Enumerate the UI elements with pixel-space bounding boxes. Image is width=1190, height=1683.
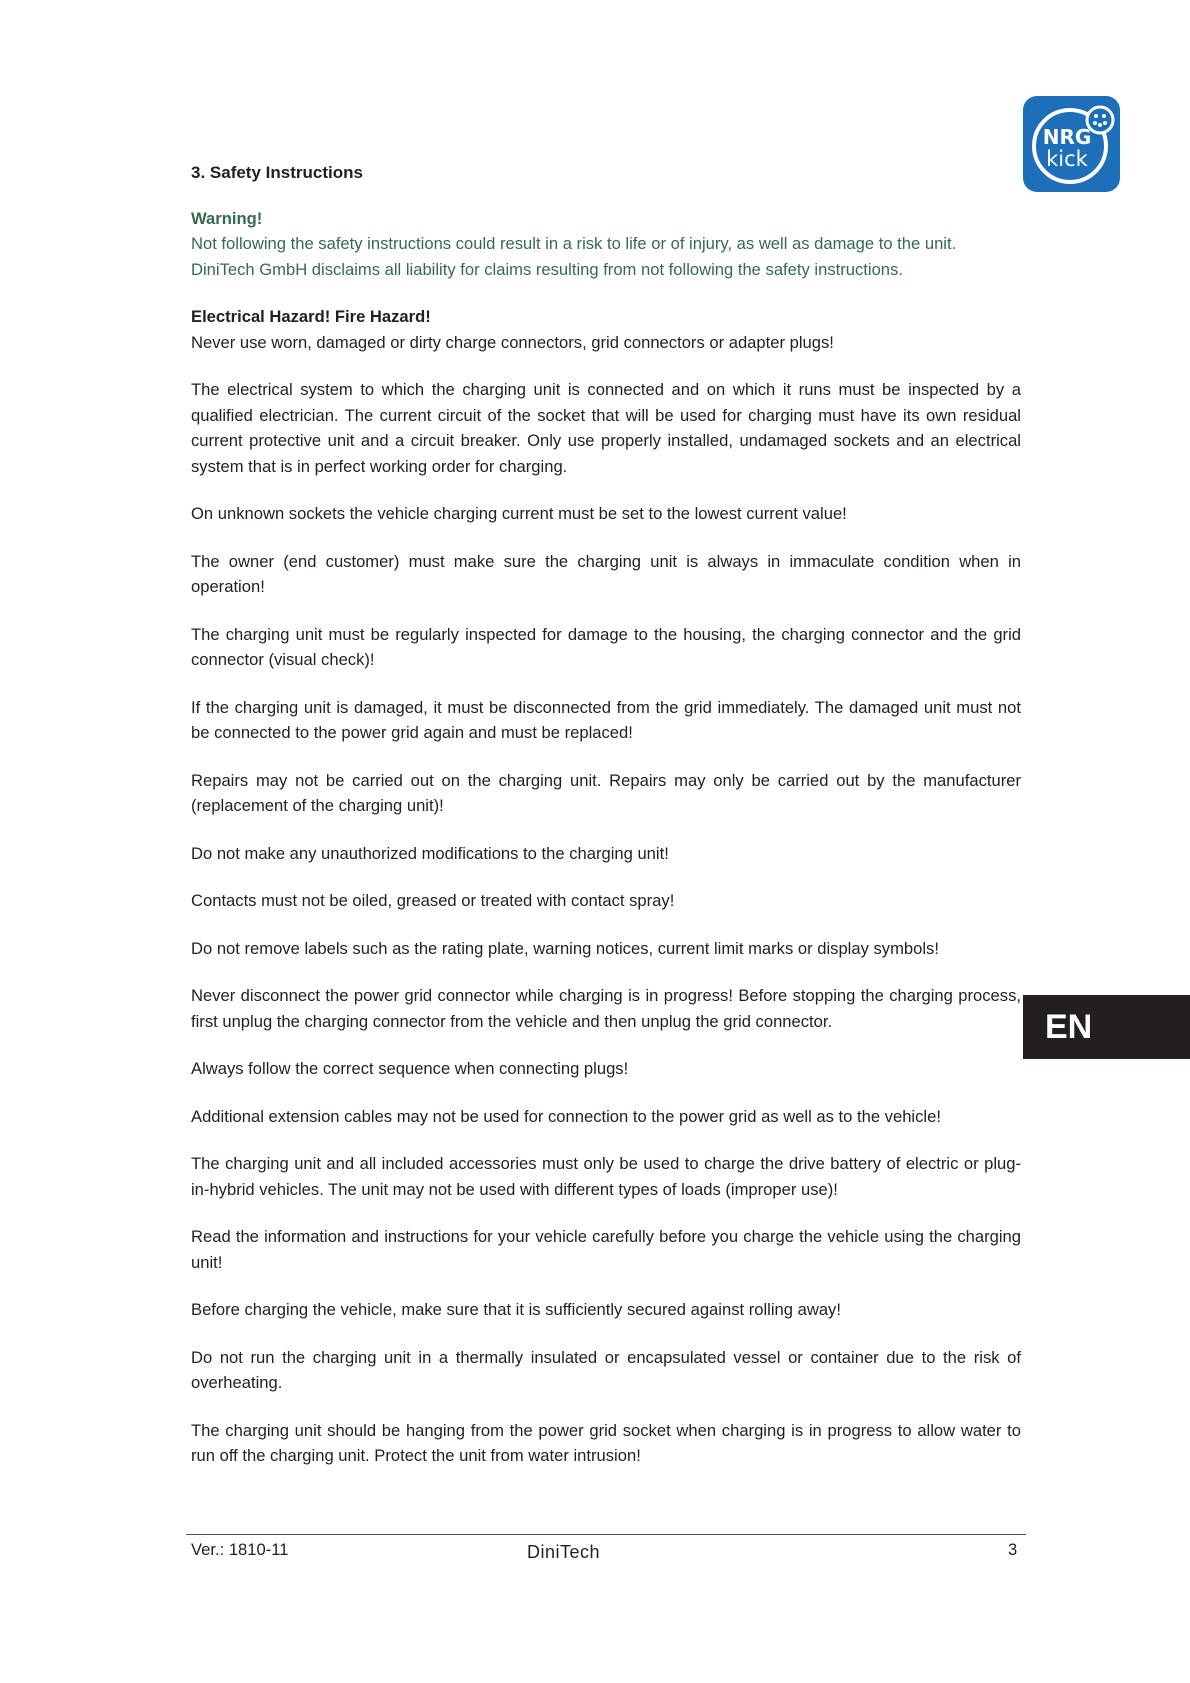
paragraph: If the charging unit is damaged, it must be disconnected from the grid immediately. The damaged unit must not be connected to the power grid again and must be replaced! (191, 697, 1021, 742)
nrgkick-logo (1023, 96, 1120, 192)
paragraph: Additional extension cables may not be used for connection to the power grid as well as to the vehicle! (191, 1106, 941, 1126)
paragraph: Read the information and instructions for your vehicle carefully before you charge the vehicle using the charging unit! (191, 1227, 1021, 1272)
paragraph: The charging unit should be hanging from the power grid socket when charging is in progress to allow water to run off the charging unit. Protect the unit from water intrusion! (191, 1420, 1021, 1465)
paragraph: On unknown sockets the vehicle charging current must be set to the lowest current value! (191, 504, 847, 523)
page-number: 3 (1008, 1540, 1018, 1559)
paragraph: Never use worn, damaged or dirty charge connectors, grid connectors or adapter plugs! (191, 332, 834, 352)
paragraph: Do not run the charging unit in a thermally insulated or encapsulated vessel or container due to the risk of overheating. (191, 1347, 1021, 1392)
paragraph: Never disconnect the power grid connector while charging is in progress! Before stopping the charging process, first unplug the charging connector from the vehicle and then unplug the grid connector. (191, 986, 1021, 1031)
warning-text: Not following the safety instructions could result in a risk to life or of injury, as well as damage to the unit. DiniTech GmbH disclaims all liability for claims resulting from not following the safety instructions. (191, 234, 957, 279)
paragraph: The owner (end customer) must make sure the charging unit is always in immaculate condition when in operation! (191, 551, 1021, 596)
paragraph: The charging unit and all included accessories must only be used to charge the drive battery of electric or plug-in-hybrid vehicles. The unit may not be used with different types of loads (improper use)! (191, 1154, 1021, 1199)
warning-title: Warning! (191, 208, 263, 228)
footer-divider (186, 1534, 1026, 1535)
section-title: 3. Safety Instructions (191, 163, 363, 182)
footer-version: Ver.: 1810-11 (191, 1540, 289, 1559)
footer-brand-logo: DiniTech (527, 1542, 601, 1562)
paragraph: Repairs may not be carried out on the charging unit. Repairs may only be carried out by the manufacturer (replacement of the charging unit)! (191, 770, 1021, 815)
nrgkick-logo-graphic (1023, 96, 1120, 192)
language-tab: EN (1023, 995, 1190, 1059)
paragraph: Before charging the vehicle, make sure that it is sufficiently secured against rolling away! (191, 1300, 841, 1319)
paragraph: The electrical system to which the charging unit is connected and on which it runs must be inspected by a qualified electrician. The current circuit of the socket that will be used for charging must have its own residual current protective unit and a circuit breaker. Only use properly installed, undamaged sockets and an electrical system that is in perfect working order for charging. (191, 380, 1021, 476)
logo-line2: kick (1046, 147, 1088, 171)
paragraph: Do not make any unauthorized modifications to the charging unit! (191, 843, 669, 863)
paragraph: Always follow the correct sequence when connecting plugs! (191, 1059, 629, 1078)
paragraph: The charging unit must be regularly inspected for damage to the housing, the charging connector and the grid connector (visual check)! (191, 624, 1021, 669)
logo-line1: NRG (1042, 125, 1092, 149)
paragraph: Do not remove labels such as the rating plate, warning notices, current limit marks or display symbols! (191, 938, 939, 958)
document-body (191, 160, 1021, 1491)
hazard-title: Electrical Hazard! Fire Hazard! (191, 307, 431, 326)
paragraph: Contacts must not be oiled, greased or treated with contact spray! (191, 891, 675, 910)
